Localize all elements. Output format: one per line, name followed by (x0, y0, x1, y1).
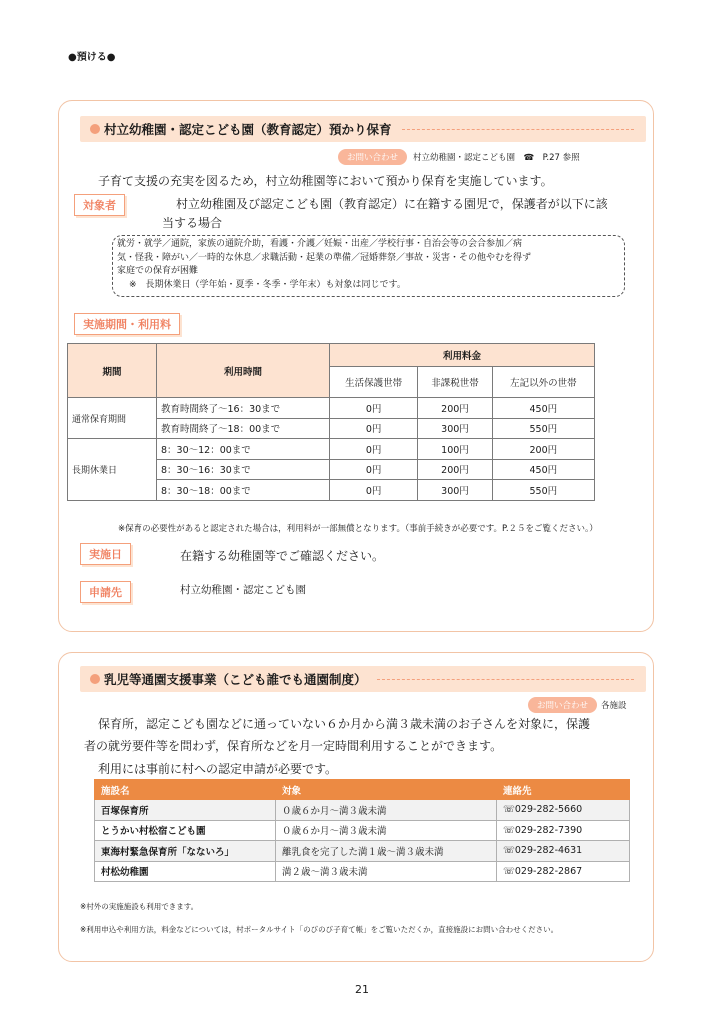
conditions-line1: 就労・就学／通院，家族の通院介助，看護・介護／妊娠・出産／学校行事・自治会等の会合参加／病 (117, 239, 523, 249)
facility-target: 離乳食を完了した満１歳～満３歳未満 (276, 841, 497, 862)
facility-phone: ☏029-282-2867 (497, 861, 630, 882)
group-holiday: 長期休業日 (68, 439, 157, 501)
th-period: 期間 (68, 344, 157, 398)
facility-phone: ☏029-282-7390 (497, 820, 630, 841)
day-tag: 実施日 (80, 543, 131, 565)
section1-intro: 子育て支援の充実を図るため，村立幼稚園等において預かり保育を実施しています。 (98, 174, 553, 188)
th-fee-hikazei: 非課税世帯 (418, 367, 492, 398)
period-fee-tag: 実施期間・利用料 (74, 313, 180, 335)
fee-table-note: ※保育の必要性があると認定された場合は，利用料が一部無償となります。（事前手続きが必要です。P.２５をご覧ください。） (118, 524, 598, 534)
fee-cell: 0円 (330, 439, 418, 460)
target-tag: 対象者 (74, 194, 125, 216)
section2-intro-line1: 保育所，認定こども園などに通っていない６か月から満３歳未満のお子さんを対象に，保護 (98, 717, 591, 731)
target-line2: 当する場合 (162, 216, 223, 230)
fee-cell: 100円 (418, 439, 492, 460)
th-target: 対象 (276, 780, 497, 800)
page-number: 21 (355, 983, 369, 996)
conditions-note: ※ 長期休業日（学年始・夏季・冬季・学年末）も対象は同じです。 (129, 279, 406, 290)
day-text: 在籍する幼稚園等でご確認ください。 (180, 549, 385, 563)
time-cell: 8：30～12：00まで (157, 439, 330, 460)
contact-text: 村立幼稚園・認定こども園 ☎ P.27 参照 (413, 153, 580, 163)
facility-name: とうかい村松宿こども園 (95, 820, 276, 841)
section2-intro-line3: 利用には事前に村への認定申請が必要です。 (98, 762, 338, 776)
section2-note1: ※村外の実施施設も利用できます。 (80, 902, 199, 911)
fee-cell: 300円 (418, 480, 492, 501)
fee-table (67, 343, 595, 501)
conditions-line3: 家庭での保育が困難 (117, 266, 199, 276)
fee-cell: 0円 (330, 398, 418, 419)
fee-cell: 200円 (492, 439, 594, 460)
table-row (68, 398, 595, 419)
facility-phone: ☏029-282-4631 (497, 841, 630, 862)
facility-name: 百塚保育所 (95, 800, 276, 821)
facility-name: 東海村緊急保育所「なないろ」 (95, 841, 276, 862)
apply-text: 村立幼稚園・認定こども園 (180, 584, 306, 596)
facility-target: ０歳６か月～満３歳未満 (276, 800, 497, 821)
th-time: 利用時間 (157, 344, 330, 398)
contact-pill: お問い合わせ (528, 697, 597, 713)
section1-contact (338, 149, 580, 165)
section2-contact (528, 697, 627, 713)
conditions-line2: 気・怪我・障がい／一時的な休息／求職活動・起業の準備／冠婚葬祭／事故・災害・その他やむを得ず (117, 252, 532, 263)
fee-cell: 450円 (492, 398, 594, 419)
time-cell: 教育時間終了～18：00まで (157, 418, 330, 439)
th-fee: 利用料金 (330, 344, 595, 367)
table-row (95, 861, 630, 882)
title-dash-line (402, 129, 634, 130)
facility-table (94, 779, 630, 882)
facility-phone: ☏029-282-5660 (497, 800, 630, 821)
fee-cell: 550円 (492, 480, 594, 501)
th-fee-other: 左記以外の世帯 (492, 367, 594, 398)
bullet-dot-icon (90, 124, 100, 134)
fee-cell: 0円 (330, 418, 418, 439)
group-normal: 通常保育期間 (68, 398, 157, 439)
table-row (95, 841, 630, 862)
th-facility: 施設名 (95, 780, 276, 800)
th-fee-seikatsu: 生活保護世帯 (330, 367, 418, 398)
time-cell: 教育時間終了～16：30まで (157, 398, 330, 419)
fee-cell: 450円 (492, 459, 594, 480)
fee-cell: 300円 (418, 418, 492, 439)
section1-title-bar (80, 116, 646, 142)
contact-pill: お問い合わせ (338, 149, 407, 165)
facility-name: 村松幼稚園 (95, 861, 276, 882)
time-cell: 8：30～18：00まで (157, 480, 330, 501)
bullet-dot-icon (90, 674, 100, 684)
time-cell: 8：30～16：30まで (157, 459, 330, 480)
contact-text: 各施設 (601, 701, 627, 711)
page-header-label: ●預ける● (68, 52, 116, 63)
fee-cell: 550円 (492, 418, 594, 439)
fee-cell: 0円 (330, 459, 418, 480)
section1-title: 村立幼稚園・認定こども園（教育認定）預かり保育 (104, 122, 392, 137)
fee-cell: 200円 (418, 398, 492, 419)
facility-target: ０歳６か月～満３歳未満 (276, 820, 497, 841)
section2-intro-line2: 者の就労要件等を問わず，保育所などを月一定時間利用することができます。 (84, 739, 503, 753)
section2-note2: ※利用申込や利用方法，料金などについては，村ポータルサイト「のびのび子育て帳」をご覧いただくか，直接施設にお問い合わせください。 (80, 925, 559, 934)
fee-cell: 0円 (330, 480, 418, 501)
section2-title: 乳児等通園支援事業（こども誰でも通園制度） (104, 672, 367, 687)
fee-cell: 200円 (418, 459, 492, 480)
table-row (95, 820, 630, 841)
title-dash-line (377, 679, 634, 680)
target-line1: 村立幼稚園及び認定こども園（教育認定）に在籍する園児で，保護者が以下に該 (176, 197, 608, 211)
conditions-box (112, 235, 625, 297)
apply-tag: 申請先 (80, 581, 131, 603)
table-row (68, 439, 595, 460)
th-contact: 連絡先 (497, 780, 630, 800)
facility-target: 満２歳～満３歳未満 (276, 861, 497, 882)
section2-title-bar (80, 666, 646, 692)
table-row (95, 800, 630, 821)
